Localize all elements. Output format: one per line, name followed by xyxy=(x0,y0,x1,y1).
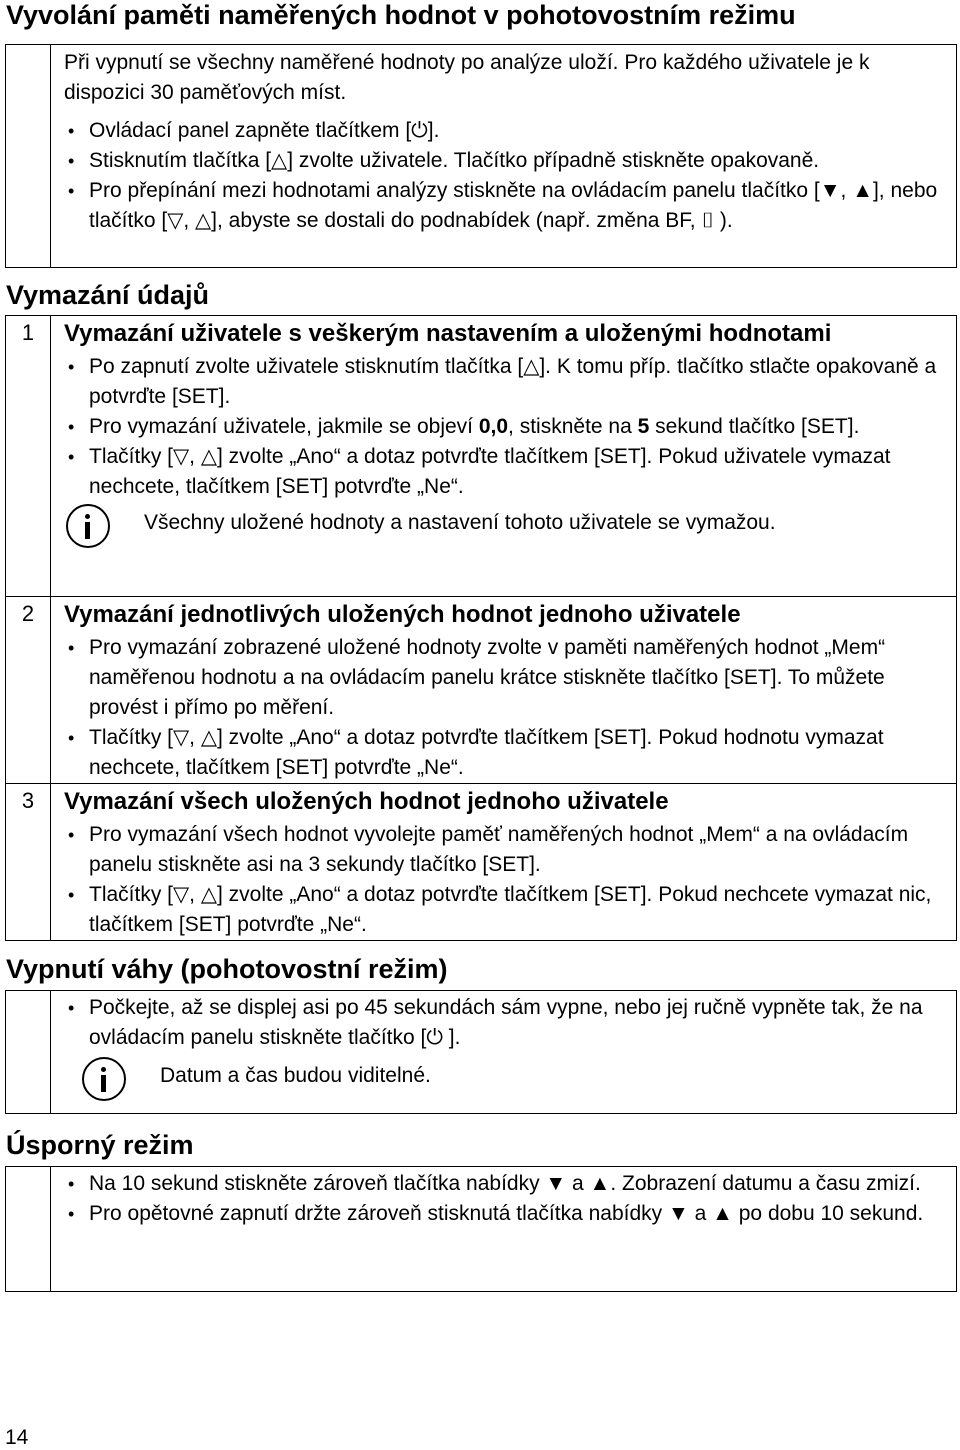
row-title: Vymazání uživatele s veškerým nastavením a uloženými hodnotami xyxy=(64,320,832,347)
standby-box xyxy=(5,990,957,1114)
list-item: • Ovládací panel zapněte tlačítkem [⏻]. xyxy=(64,116,952,146)
section-title-delete-data: Vymazání údajů xyxy=(6,280,210,310)
list-item: • Na 10 sekund stiskněte zároveň tlačítka nabídky ▼ a ▲. Zobrazení datumu a času zmizí. xyxy=(64,1169,952,1199)
info-icon xyxy=(66,504,110,548)
list-item: • Pro vymazání uživatele, jakmile se objeví 0,0, stiskněte na 5 sekund tlačítko [SET]. xyxy=(64,412,952,442)
list-item: • Pro přepínání mezi hodnotami analýzy stiskněte na ovládacím panelu tlačítko [▼, ▲], nebo tlačítko [▽, △], abyste se dostali do podnabídek (např. změna BF, ⌷ ). xyxy=(64,176,952,236)
info-note: Všechny uložené hodnoty a nastavení tohoto uživatele se vymažou. xyxy=(64,508,952,556)
energy-saving-box xyxy=(5,1166,957,1292)
section-title-memory-recall: Vyvolání paměti naměřených hodnot v pohotovostním režimu xyxy=(6,0,796,30)
info-icon xyxy=(82,1057,126,1101)
row-number: 3 xyxy=(21,788,35,813)
table-row xyxy=(6,596,956,784)
section-title-standby: Vypnutí váhy (pohotovostní režim) xyxy=(6,954,448,984)
memory-intro-text: Při vypnutí se všechny naměřené hodnoty po analýze uloží. Pro každého uživatele je k dispozici 30 paměťových míst. xyxy=(64,51,870,104)
list-item: • Po zapnutí zvolte uživatele stisknutím tlačítka [△]. K tomu příp. tlačítko stlačte opakovaně a potvrďte [SET]. xyxy=(64,352,952,412)
info-note: Datum a čas budou viditelné. xyxy=(64,1061,952,1109)
list-item: • Pro opětovné zapnutí držte zároveň stisknutá tlačítka nabídky ▼ a ▲ po dobu 10 sekund. xyxy=(64,1199,952,1229)
list-item: • Pro vymazání zobrazené uložené hodnoty zvolte v paměti naměřených hodnot „Mem“ naměřenou hodnotu a na ovládacím panelu krátce stiskněte tlačítko [SET]. To můžete provést i přímo po měření. xyxy=(64,633,952,723)
row-number: 2 xyxy=(21,601,35,626)
memory-recall-box xyxy=(5,44,957,268)
list-item: • Tlačítky [▽, △] zvolte „Ano“ a dotaz potvrďte tlačítkem [SET]. Pokud uživatele vymazat nechcete, tlačítkem [SET] potvrďte „Ne“. xyxy=(64,442,952,502)
list-item: • Počkejte, až se displej asi po 45 sekundách sám vypne, nebo jej ručně vypněte tak, že na ovládacím panelu stiskněte tlačítko [⏻ ]. xyxy=(64,993,952,1053)
page-number: 14 xyxy=(5,1426,29,1449)
list-item: • Tlačítky [▽, △] zvolte „Ano“ a dotaz potvrďte tlačítkem [SET]. Pokud hodnotu vymazat nechcete, tlačítkem [SET] potvrďte „Ne“. xyxy=(64,723,952,783)
row-title: Vymazání všech uložených hodnot jednoho uživatele xyxy=(64,788,669,815)
delete-data-table xyxy=(5,315,957,941)
row-title: Vymazání jednotlivých uložených hodnot jednoho uživatele xyxy=(64,601,741,628)
table-row xyxy=(6,783,956,941)
memory-steps-list xyxy=(64,116,952,236)
list-item: • Stisknutím tlačítka [△] zvolte uživatele. Tlačítko případně stiskněte opakovaně. xyxy=(64,146,952,176)
section-title-energy-saving: Úsporný režim xyxy=(6,1130,194,1160)
row-number: 1 xyxy=(21,320,35,345)
list-item: • Pro vymazání všech hodnot vyvolejte paměť naměřených hodnot „Mem“ a na ovládacím panelu stiskněte asi na 3 sekundy tlačítko [SET]. xyxy=(64,820,952,880)
list-item: • Tlačítky [▽, △] zvolte „Ano“ a dotaz potvrďte tlačítkem [SET]. Pokud nechcete vymazat nic, tlačítkem [SET] potvrďte „Ne“. xyxy=(64,880,952,940)
table-row xyxy=(6,316,956,597)
